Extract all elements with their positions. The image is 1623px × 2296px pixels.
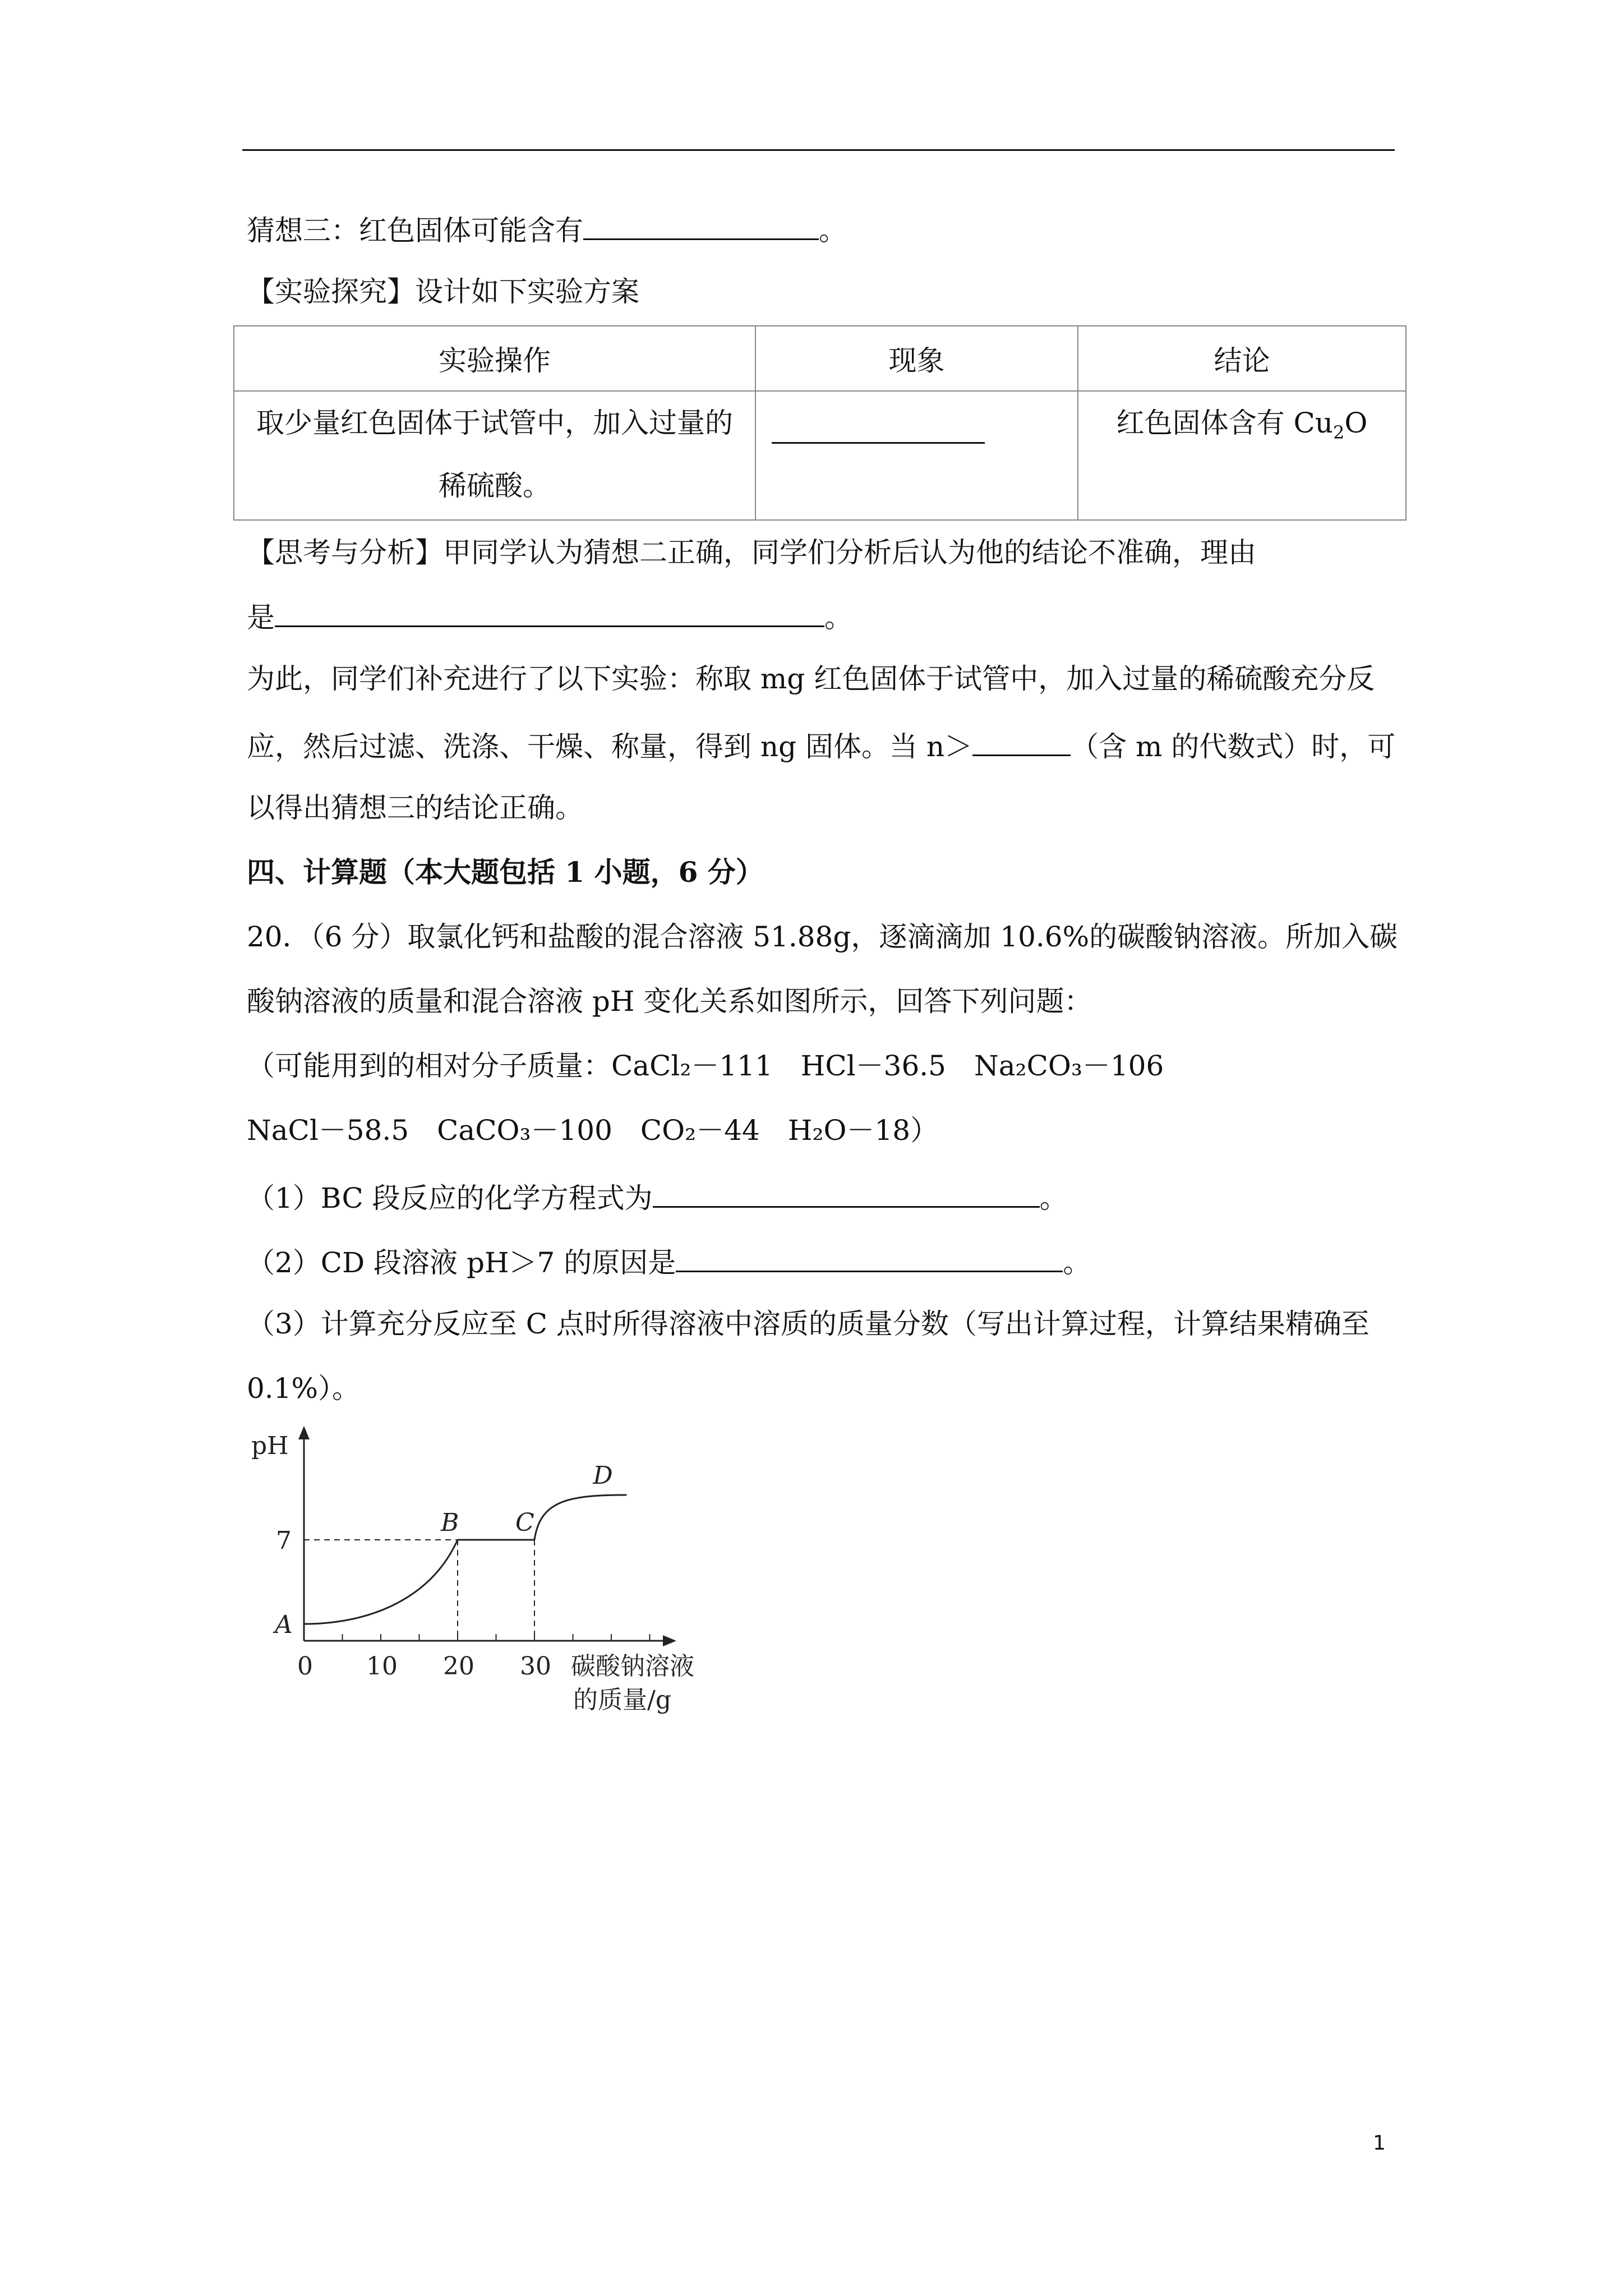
series-curve-CD — [534, 1495, 626, 1540]
q20-line2: 酸钠溶液的质量和混合溶液 pH 变化关系如图所示，回答下列问题： — [247, 985, 1092, 1018]
operation-line2: 稀硫酸。 — [439, 470, 551, 502]
experiment-title: 【实验探究】设计如下实验方案 — [247, 275, 639, 308]
analysis-line1: 【思考与分析】甲同学认为猜想二正确，同学们分析后认为他的结论不准确，理由 — [247, 536, 1256, 569]
table-cell-conclusion — [1078, 391, 1406, 520]
q20-sub2-prefix: （2）CD 段溶液 pH＞7 的原因是 — [247, 1246, 676, 1279]
q20-sub1-end: 。 — [1039, 1182, 1068, 1214]
table-header-operation: 实验操作 — [234, 326, 755, 391]
guess3-label: 猜想三：红色固体可能含有 — [247, 214, 583, 247]
analysis-line3: 为此，同学们补充进行了以下实验：称取 mg 红色固体于试管中，加入过量的稀硫酸充分反 — [247, 662, 1375, 695]
phenomenon-blank[interactable] — [772, 403, 985, 444]
q20-masses-line1: （可能用到的相对分子质量：CaCl₂－111 HCl－36.5 Na₂CO₃－106 — [247, 1050, 1164, 1082]
q20-masses-line2: NaCl－58.5 CaCO₃－100 CO₂－44 H₂O－18） — [247, 1114, 939, 1147]
x-tick-label: 30 — [520, 1652, 551, 1681]
y-axis-arrow — [298, 1426, 310, 1439]
x-tick-label: 20 — [443, 1652, 474, 1681]
guess3-end: 。 — [819, 214, 847, 247]
page-number: 1 — [1373, 2132, 1386, 2155]
x-axis-arrow — [663, 1635, 676, 1646]
equation-blank[interactable] — [653, 1178, 1040, 1208]
y-axis-label: pH — [251, 1432, 289, 1460]
analysis-reason-end: 。 — [824, 601, 852, 634]
point-label-C: C — [515, 1508, 534, 1537]
experiment-table — [233, 325, 1407, 521]
analysis-line2 — [247, 597, 852, 634]
analysis-reason-prefix: 是 — [247, 601, 275, 634]
point-label-A: A — [275, 1611, 293, 1639]
reason-ph-blank[interactable] — [676, 1243, 1063, 1272]
table-cell-operation — [234, 391, 755, 520]
q20-sub3-line2: 0.1%）。 — [247, 1372, 361, 1405]
table-header-phenomenon: 现象 — [755, 326, 1078, 391]
q20-sub1-prefix: （1）BC 段反应的化学方程式为 — [247, 1182, 653, 1214]
x-axis-label-line2: 的质量/g — [573, 1686, 671, 1714]
point-label-B: B — [441, 1508, 459, 1537]
x-tick-label: 0 — [297, 1652, 313, 1681]
q20-line1: 20．（6 分）取氯化钙和盐酸的混合溶液 51.88g，逐滴滴加 10.6%的碳酸钠溶液。所加入碳 — [247, 921, 1398, 953]
n-blank[interactable] — [972, 726, 1071, 756]
conclusion-prefix: 红色固体含有 Cu — [1116, 407, 1333, 439]
table-cell-phenomenon — [755, 391, 1078, 520]
y-tick-7: 7 — [276, 1526, 292, 1555]
reason-blank[interactable] — [275, 597, 824, 627]
guess3-line — [247, 210, 847, 247]
q20-sub1 — [247, 1178, 1068, 1215]
analysis-line5: 以得出猜想三的结论正确。 — [247, 792, 583, 824]
x-tick-label: 10 — [366, 1652, 398, 1681]
x-axis-label-line1: 碳酸钠溶液 — [571, 1652, 694, 1681]
series-curve-AB — [304, 1540, 458, 1624]
analysis-line4 — [247, 726, 1395, 763]
conclusion-suffix: O — [1344, 407, 1368, 439]
analysis-n-suffix: （含 m 的代数式）时，可 — [1071, 730, 1396, 763]
point-label-D: D — [593, 1461, 613, 1490]
ph-chart — [241, 1419, 746, 1745]
analysis-n-prefix: 应，然后过滤、洗涤、干燥、称量，得到 ng 固体。当 n＞ — [247, 730, 973, 763]
conclusion-sub: 2 — [1333, 422, 1345, 443]
header-rule — [242, 149, 1395, 151]
section4-title: 四、计算题（本大题包括 1 小题，6 分） — [247, 855, 764, 889]
q20-sub3-line1: （3）计算充分反应至 C 点时所得溶液中溶质的质量分数（写出计算过程，计算结果精确至 — [247, 1308, 1370, 1340]
operation-line1: 取少量红色固体于试管中，加入过量的 — [256, 407, 733, 439]
q20-sub2-end: 。 — [1063, 1246, 1091, 1279]
q20-sub2 — [247, 1243, 1091, 1280]
guess3-blank[interactable] — [583, 210, 819, 240]
table-header-conclusion: 结论 — [1078, 326, 1406, 391]
